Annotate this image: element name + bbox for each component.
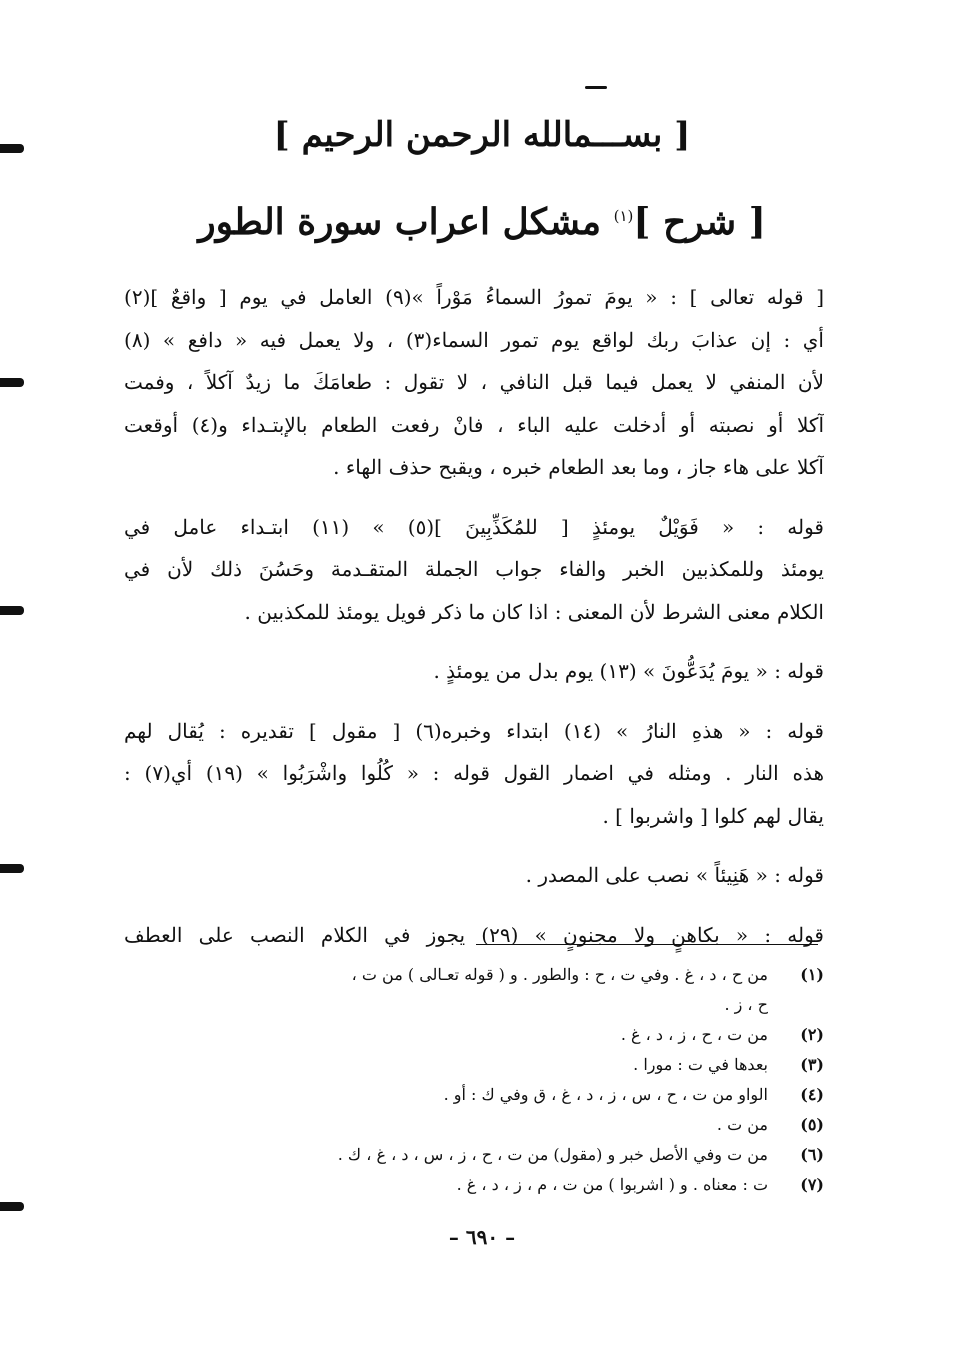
paragraph: [124, 854, 824, 897]
footnote-item: [124, 1140, 824, 1170]
footnote-item: [124, 960, 824, 1020]
footnote-separator: [476, 944, 818, 945]
text-line: آكلا أو نصبته أو أدخلت عليه الباء ، فانْ رفعت الطعام بالإبتـداء و(٤) أوقعت: [124, 412, 824, 437]
paragraph: [124, 276, 824, 489]
footnote-line: من ت وفي الأصل خبر و (مقول) من ت ، ح ، ز ، س ، د ، غ ، ك .: [337, 1145, 768, 1164]
binding-mark: [0, 864, 24, 873]
footnote-item: [124, 1170, 824, 1200]
footnote-number: (٤): [800, 1085, 824, 1104]
paragraph: [124, 650, 824, 693]
text-line: قوله : « يومَ يُدَعُّونَ » (١٣) يوم بدل من يومئذٍ .: [433, 659, 824, 683]
paragraph: [124, 914, 824, 957]
footnote-text: [124, 960, 768, 1020]
text-line: لأن المنفي لا يعمل فيما قبل النافي ، لا تقول : طعامَكَ ما زيدٌ آكلاً ، وفمت: [124, 370, 824, 394]
text-line: الكلام معنى الشرط لأن المعنى : اذا كان ما ذكر فويل يومئذ للمكذبين .: [244, 599, 824, 624]
footnote-line: ح ، ز .: [724, 995, 768, 1014]
page-number: – ٦٩٠ –: [448, 1225, 516, 1249]
footnote-line: ت : معناه . و ( اشربوا ) من ت ، م ، ز ، د ، غ .: [456, 1175, 768, 1194]
chapter-title-main: مشكل اعراب سورة الطور: [198, 201, 614, 243]
footnote-item: [124, 1050, 824, 1080]
footnote-item: [124, 1110, 824, 1140]
text-line: قوله : « هذهِ النارُ » (١٤) ابتداء وخبره(٦) [ مقول ] تقديره : يُقال لهم: [124, 718, 824, 743]
top-mark: [585, 86, 607, 89]
text-line: قوله : « هَنِيئاً » نصب على المصدر .: [525, 863, 824, 887]
text-line: [ قوله تعالى ] : « يومَ تمورُ السماءُ مَوْراً »(٩) العامل في يوم [ واقعٌ ](٢): [124, 285, 824, 309]
footnote-line: الواو من ت ، ح ، س ، ز ، د ، غ ، ق وفي ك : أو .: [443, 1085, 768, 1104]
binding-mark: [0, 1202, 24, 1211]
binding-mark: [0, 606, 24, 615]
footnote-line: من ت .: [716, 1115, 768, 1134]
text-line: يقال لهم كلوا [ واشربوا ] .: [602, 803, 824, 828]
footnote-item: [124, 1080, 824, 1110]
chapter-title: [150, 188, 814, 250]
footnote-item: [124, 1020, 824, 1050]
footnote-number: (٥): [800, 1115, 824, 1134]
footnote-line: بعدها في ت : مورا .: [633, 1055, 768, 1074]
paragraph: [124, 506, 824, 634]
text-line: آكلا على هاء جاز ، وما بعد الطعام خبره ، ويقبح حذف الهاء .: [333, 455, 824, 479]
footnote-number: (١): [800, 965, 824, 984]
chapter-title-prefix: [ شرح ]: [633, 201, 766, 243]
text-line: قوله : « بكاهنٍ ولا مجنونٍ » (٢٩) يجوز في الكلام النصب على العطف: [124, 922, 824, 947]
binding-mark: [0, 144, 24, 153]
footnote-line: من ت ، ح ، ز ، د ، غ .: [620, 1025, 768, 1044]
chapter-title-footnote-ref: (١): [613, 207, 634, 225]
footnote-line: من ح ، د ، غ . وفي ت ، ح : والطور . و ( قوله تعـالى ) من ت ،: [351, 965, 768, 984]
footnotes: [124, 960, 824, 1200]
text-line: هذه النار . ومثله في اضمار القول قوله : « كُلُوا واشْرَبُوا » (١٩) أي(٧) :: [124, 761, 824, 785]
text-line: يومئذ وللمكذبين الخبر والفاء جواب الجملة المتقـدمة وحَسُنَ ذلك لأن في: [124, 557, 824, 581]
footnote-number: (٣): [800, 1055, 824, 1074]
footnote-number: (٦): [800, 1145, 824, 1164]
binding-mark: [0, 378, 24, 387]
text-line: قوله : « فَوَيْلٌ يومئذٍ [ للمُكَذِّبِينَ ](٥) » (١١) ابتـداء عامل في: [124, 514, 824, 539]
main-text: [124, 276, 824, 973]
paragraph: [124, 710, 824, 838]
text-line: أي : إن عذابَ ربك لواقع يوم تمور السماء(٣) ، ولا يعمل فيه « دافع » (٨): [124, 327, 824, 352]
basmala-heading: [ بســـمالله الرحمن الرحيم ]: [273, 115, 691, 155]
footnote-number: (٧): [800, 1175, 824, 1194]
footnote-number: (٢): [800, 1025, 824, 1044]
